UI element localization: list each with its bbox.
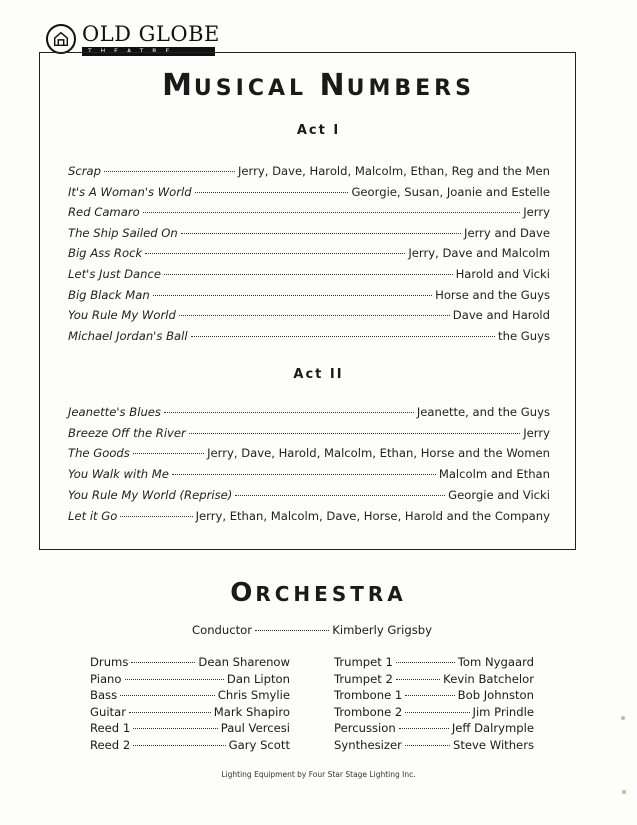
musical-numbers-title: MUSICAL NUMBERS bbox=[162, 68, 475, 103]
song-row: Scrap Jerry, Dave, Harold, Malcolm, Ethan, Reg and the Men bbox=[68, 164, 550, 178]
musician-row: Reed 2 Gary Scott bbox=[90, 738, 290, 752]
orchestra-title: ORCHESTRA bbox=[230, 578, 407, 608]
song-row: Red Camaro Jerry bbox=[68, 205, 550, 219]
conductor-role: Conductor bbox=[192, 623, 253, 637]
musician-row: Bass Chris Smylie bbox=[90, 688, 290, 702]
song-row: You Rule My World (Reprise) Georgie and Vicki bbox=[68, 488, 550, 502]
song-row: Big Ass Rock Jerry, Dave and Malcolm bbox=[68, 246, 550, 260]
song-row: The Goods Jerry, Dave, Harold, Malcolm, Ethan, Horse and the Women bbox=[68, 446, 550, 460]
musician-row: Synthesizer Steve Withers bbox=[334, 738, 534, 752]
paper-speck bbox=[622, 790, 626, 794]
song-row: You Walk with Me Malcolm and Ethan bbox=[68, 467, 550, 481]
song-row: It's A Woman's World Georgie, Susan, Joanie and Estelle bbox=[68, 185, 550, 199]
old-globe-logo bbox=[46, 22, 220, 56]
logo-subtitle: THEATRE bbox=[82, 47, 215, 56]
song-row: The Ship Sailed On Jerry and Dave bbox=[68, 226, 550, 240]
conductor-row bbox=[192, 623, 432, 641]
musician-row: Trumpet 2 Kevin Batchelor bbox=[334, 672, 534, 686]
act-2-heading: Act II bbox=[293, 367, 344, 382]
song-row: Big Black Man Horse and the Guys bbox=[68, 288, 550, 302]
musician-row: Reed 1 Paul Vercesi bbox=[90, 721, 290, 735]
conductor-name: Kimberly Grigsby bbox=[332, 623, 432, 637]
song-row: Breeze Off the River Jerry bbox=[68, 426, 550, 440]
musician-row: Percussion Jeff Dalrymple bbox=[334, 721, 534, 735]
musician-row: Trumpet 1 Tom Nygaard bbox=[334, 655, 534, 669]
paper-speck bbox=[621, 716, 625, 720]
musician-row: Trombone 1 Bob Johnston bbox=[334, 688, 534, 702]
song-row: Let it Go Jerry, Ethan, Malcolm, Dave, Horse, Harold and the Company bbox=[68, 509, 550, 523]
musician-row: Guitar Mark Shapiro bbox=[90, 705, 290, 719]
song-row: Michael Jordan's Ball the Guys bbox=[68, 329, 550, 343]
musician-row: Piano Dan Lipton bbox=[90, 672, 290, 686]
song-row: Let's Just Dance Harold and Vicki bbox=[68, 267, 550, 281]
globe-seal-icon bbox=[46, 24, 76, 54]
musician-row: Trombone 2 Jim Prindle bbox=[334, 705, 534, 719]
song-row: You Rule My World Dave and Harold bbox=[68, 308, 550, 322]
logo-name: OLD GLOBE bbox=[82, 22, 220, 46]
act-1-heading: Act I bbox=[296, 123, 341, 138]
lighting-credit: Lighting Equipment by Four Star Stage Lighting Inc. bbox=[221, 770, 416, 779]
song-row: Jeanette's Blues Jeanette, and the Guys bbox=[68, 405, 550, 419]
musician-row: Drums Dean Sharenow bbox=[90, 655, 290, 669]
